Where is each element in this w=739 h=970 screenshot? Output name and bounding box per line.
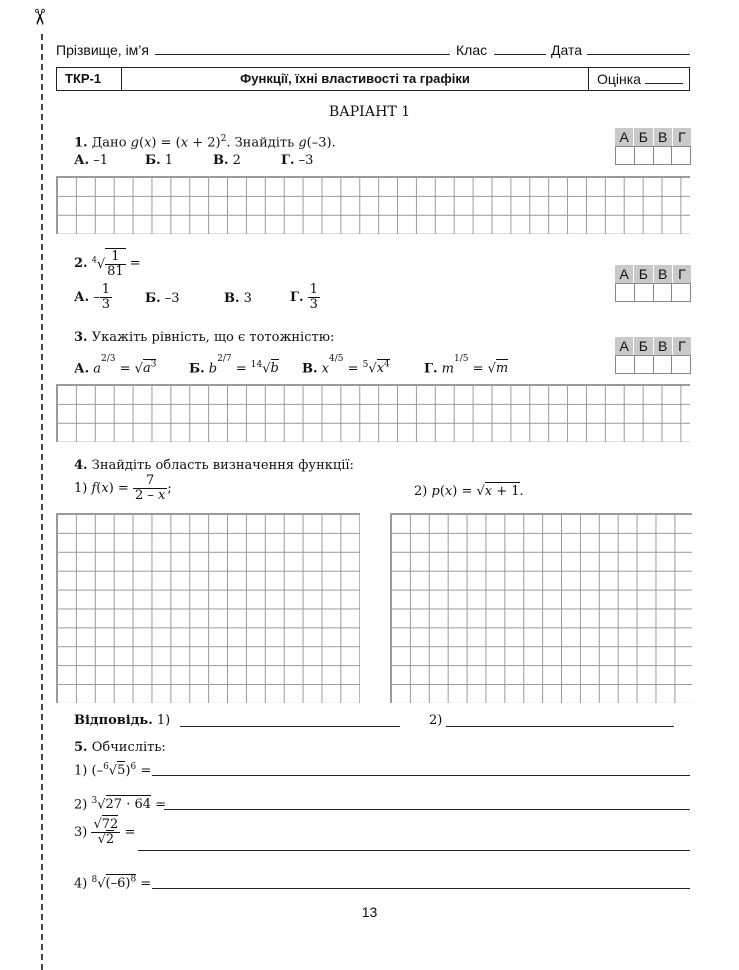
q5-item3: 3) $\frac{√72}{√2}$ = bbox=[74, 817, 136, 847]
q3-work-grid[interactable] bbox=[56, 384, 690, 442]
scissors-icon: ✂ bbox=[27, 7, 53, 27]
answer-cell[interactable] bbox=[615, 147, 635, 165]
q2-options: А. – $\frac{1}{3}$ Б. –3 В. 3 Г. $\frac{1}{3}$ bbox=[74, 282, 318, 312]
q3-options: А. $a^{2/3} = √a^3$ Б. $b^{2/7} = ^{14}√b$ В. $x^{4/5} = ^5√x^4$ Г. $m^{1/5} = √m$ bbox=[74, 354, 509, 377]
q5-item1-line[interactable] bbox=[152, 775, 690, 776]
q4-grid-left[interactable] bbox=[56, 513, 360, 703]
class-field[interactable] bbox=[494, 54, 546, 55]
answer-cell[interactable] bbox=[672, 356, 691, 374]
test-code: ТКР-1 bbox=[57, 68, 122, 90]
answer-cell[interactable] bbox=[654, 147, 673, 165]
answer-cell[interactable] bbox=[654, 284, 673, 302]
q5-item3-line[interactable] bbox=[138, 850, 690, 851]
date-label: Дата bbox=[551, 42, 583, 58]
q4-answer-label: Відповідь. 1) bbox=[74, 713, 171, 728]
q4-part1: 1) f(x) = $\frac{7}{2 - x}$ ; bbox=[74, 473, 172, 503]
class-label: Клас bbox=[456, 42, 488, 58]
name-field[interactable] bbox=[155, 54, 450, 55]
q5-item2: 2) $^3$√27 · 64 = bbox=[74, 796, 167, 813]
q4-part2: 2) p(x) = √x + 1. bbox=[414, 484, 524, 499]
q1-statement: 1. Дано $g(x) = (x + 2)^2$. Знайдіть g(–3). bbox=[74, 134, 336, 151]
answer-cell[interactable] bbox=[615, 356, 635, 374]
answer-cell[interactable] bbox=[635, 284, 654, 302]
q1-work-grid[interactable] bbox=[56, 176, 690, 234]
q4-answer2-line[interactable] bbox=[446, 726, 674, 727]
q4-answer1-line[interactable] bbox=[180, 726, 400, 727]
answer-cell[interactable] bbox=[635, 147, 654, 165]
q5-item1: 1) $(-^6√5)^6$ = bbox=[74, 762, 152, 779]
q4-grid-right[interactable] bbox=[390, 513, 692, 703]
test-header bbox=[56, 67, 690, 91]
name-label: Прізвище, ім’я bbox=[56, 42, 149, 58]
q5-item2-line[interactable] bbox=[164, 809, 690, 810]
cut-line bbox=[41, 34, 43, 970]
q2-statement: 2. $^4$√ $\frac{1}{81}$ = bbox=[74, 249, 141, 279]
answer-cell[interactable] bbox=[672, 284, 691, 302]
q5-item4-line[interactable] bbox=[152, 888, 690, 889]
date-field[interactable] bbox=[587, 54, 690, 55]
q3-statement: 3. Укажіть рівність, що є тотожністю: bbox=[74, 330, 335, 345]
q4-statement: 4. Знайдіть область визначення функції: bbox=[74, 458, 354, 473]
q1-answer-box: А Б В Г bbox=[615, 128, 691, 165]
page-number: 13 bbox=[361, 904, 378, 920]
answer-cell[interactable] bbox=[635, 356, 654, 374]
grade-field[interactable] bbox=[645, 71, 683, 84]
variant-title: ВАРІАНТ 1 bbox=[328, 104, 411, 120]
q5-statement: 5. Обчисліть: bbox=[74, 740, 166, 755]
answer-cell[interactable] bbox=[615, 284, 635, 302]
q5-item4: 4) $^8√(-6)^8$ = bbox=[74, 875, 152, 892]
q3-answer-box: А Б В Г bbox=[615, 337, 691, 374]
answer-cell[interactable] bbox=[672, 147, 691, 165]
grade-cell bbox=[589, 68, 689, 90]
q2-answer-box: А Б В Г bbox=[615, 265, 691, 302]
test-title: Функції, їхні властивості та графіки bbox=[122, 68, 589, 90]
answer-cell[interactable] bbox=[654, 356, 673, 374]
grade-label: Оцінка bbox=[597, 71, 641, 87]
q4-answer2-label: 2) bbox=[429, 713, 443, 728]
